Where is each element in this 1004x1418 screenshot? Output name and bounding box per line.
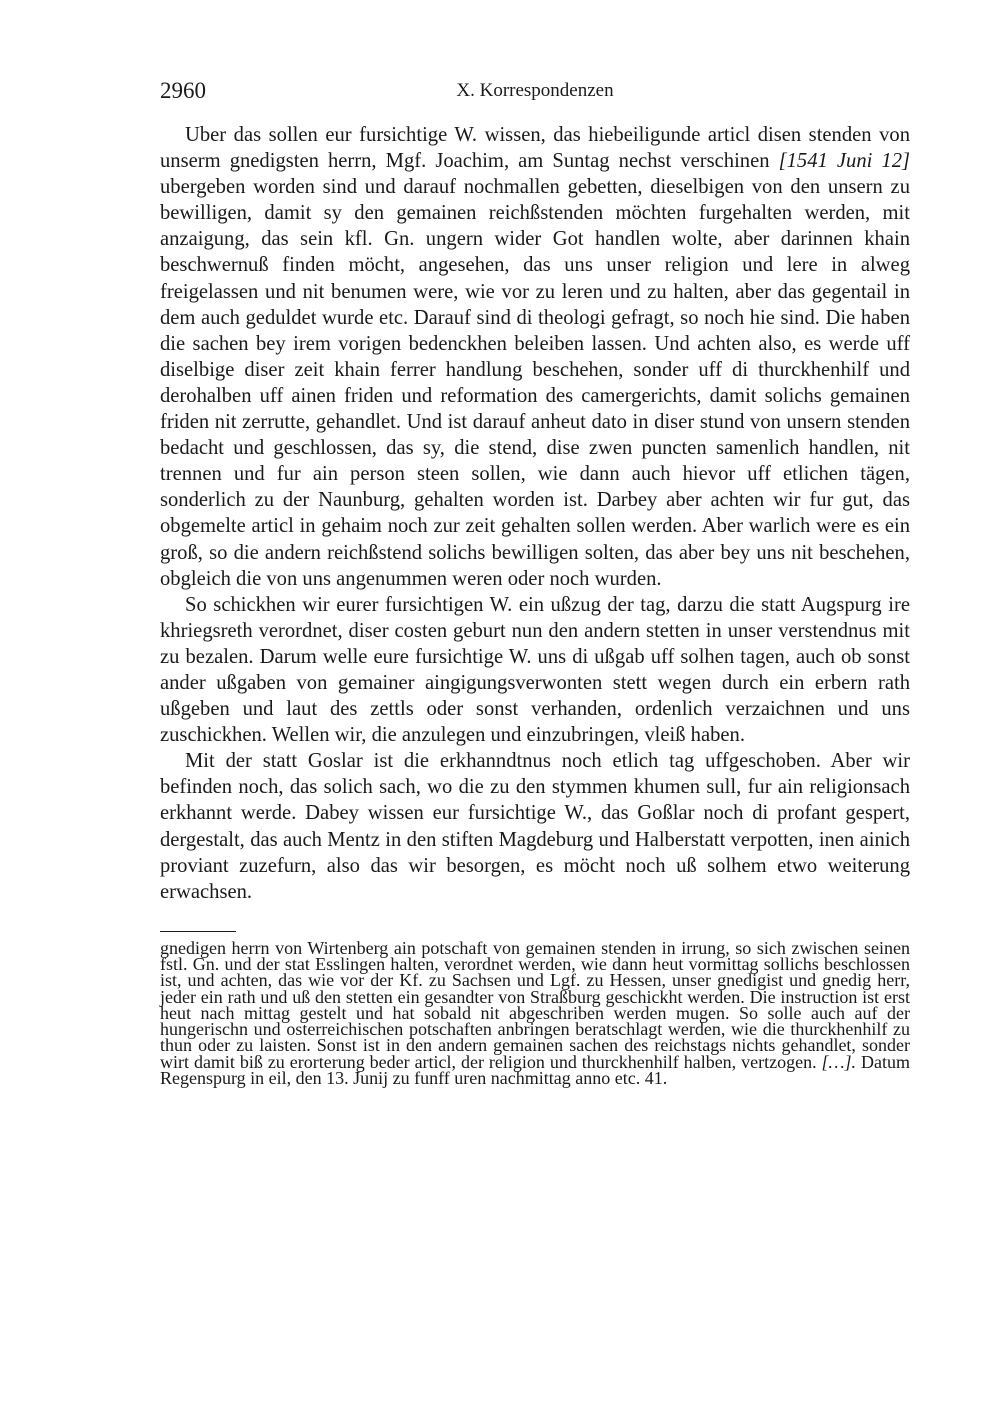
footnote-separator	[160, 931, 236, 932]
running-head: X. Korrespondenzen	[456, 80, 614, 101]
page-number: 2960	[160, 78, 206, 103]
paragraph-3: Mit der statt Goslar ist die erkhanndtnus noch etlich tag uffgeschoben. Aber wir befinden noch, das solich sach, wo die zu den stymmen khumen sull, fur ain religionsach erkhannt werde. Dabey wissen eur fursichtige W., das Goßlar noch di profant gespert, dergestalt, das auch Mentz in den stiften Magdeburg und Halberstatt verpotten, inen ainich proviant zuzefurn, also das wir besorgen, es möcht noch uß solhem etwo weiterung erwachsen.	[160, 750, 910, 903]
footnote-part-a: gnedigen herrn von Wirtenberg ain potschaft von gemainen stenden in irrung, so sich zwischen seinen fstl. Gn. und der stat Esslingen halten, verordnet werden, wie dann heut vormittag sollichs beschlossen ist, und achten, das wie vor der Kf. zu Sachsen und Lgf. zu Hessen, unser gnedigist und gnedig herr, jeder ein rath und uß den stetten ein gesandter von Straßburg geschickht werden. Die instruction ist erst heut nach mittag gestelt und hat sobald nit abgeschriben werden mugen. So solle auch auf der hungerischn und osterreichischen potschaften anbringen beratschlagt werden, wie die thurckhenhilf zu thun oder zu laisten. Sonst ist in den andern gemainen sachen des reichstags nichts gehandlet, sonder wirt damit biß zu erorterung beder articl, der religion und thurckhenhilf halben, vertzogen.	[160, 937, 910, 1072]
footnote	[160, 937, 910, 1088]
paragraph-2: So schickhen wir eurer fursichtigen W. ein ußzug der tag, darzu die statt Augspurg ire khriegsreth verordnet, diser costen geburt nun den andern stetten in unser verstendnus mit zu bezalen. Darum welle eure fursichtige W. uns di ußgab uff solhen tagen, auch ob sonst ander ußgaben von gemainer aingigungsverwonten stett wegen durch ein erbern rath ußgeben und laut des zettls oder sonst verhanden, ordenlich verzaichnen und uns zuschickhen. Wellen wir, die anzulegen und einzubringen, vleiß haben.	[160, 593, 910, 747]
document-page	[160, 78, 910, 1086]
main-text	[160, 122, 910, 905]
paragraph-1-part-a: Uber das sollen eur fursichtige W. wissen, das hiebeiligunde articl disen stenden von unserm gnedigsten herrn, Mgf. Joachim, am Suntag nechst verschinen	[160, 124, 910, 173]
omission-mark: […].	[821, 1051, 857, 1072]
paragraph-1	[160, 122, 910, 592]
paragraph-1-part-b: ubergeben worden sind und darauf nochmallen gebetten, dieselbigen von den unsern zu bewilligen, damit sy den gemainen reichßstenden möchten furgehalten werden, mit anzaigung, das sein kfl. Gn. ungern wider Got handlen wolte, aber darinnen khain beschwernuß finden möcht, angesehen, das uns unser religion und lere in alweg freigelassen und nit benumen were, wie vor zu leren und zu halten, aber das gegentail in dem auch geduldet wurde etc. Darauf sind di theologi gefragt, so noch hie sind. Die haben die sachen bey irem vorigen bedenckhen beleiben lassen. Und achten also, es werde uff diselbige diser zeit khain ferrer handlung beschehen, sonder uff di thurckhenhilf und derohalben uff ainen friden und reformation des camergerichts, damit solichs gemainen friden nit zerrutte, gehandlet. Und ist darauf anheut dato in diser stund von unsern stenden bedacht und geschlossen, das sy, die stend, dise zwen puncten samenlich handlen, nit trennen und fur ain person steen sollen, wie dann auch hievor uff etlichen tägen, sonderlich zu der Naunburg, gehalten worden ist. Darbey aber achten wir fur gut, das obgemelte articl in gehaim noch zur zeit gehalten sollen werden. Aber warlich were es ein groß, so die andern reichßstend solichs bewilligen solten, das aber bey uns nit beschehen, obgleich die von uns angenummen weren oder noch wurden.	[160, 176, 910, 590]
page-header	[160, 78, 910, 108]
footnote-part-b: Datum Regenspurg in eil, den 13. Junij zu funff uren nachmittag anno etc. 41.	[160, 1051, 910, 1088]
editorial-date: [1541 Juni 12]	[778, 150, 911, 173]
